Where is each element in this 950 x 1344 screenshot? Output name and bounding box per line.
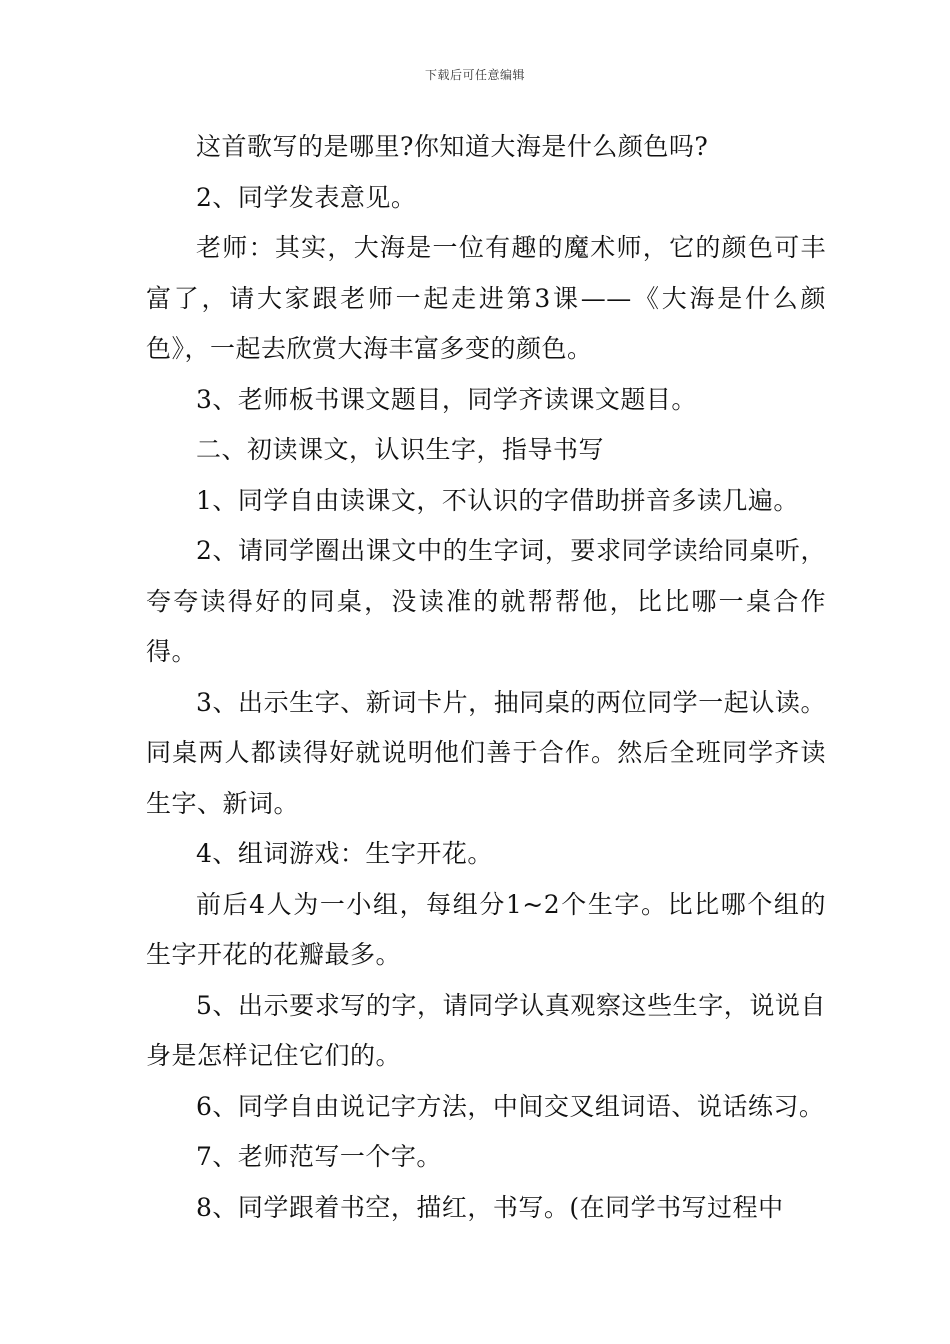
page-header-note: 下载后可任意编辑 — [424, 68, 525, 82]
paragraph: 前后4人为一小组，每组分1~2个生字。比比哪个组的生字开花的花瓣最多。 — [146, 889, 826, 969]
paragraph: 5、出示要求写的字，请同学认真观察这些生字，说说自身是怎样记住它们的。 — [146, 990, 826, 1070]
paragraph: 这首歌写的是哪里?你知道大海是什么颜色吗? — [196, 132, 709, 161]
paragraph: 4、组词游戏：生字开花。 — [196, 839, 493, 868]
document-body — [146, 122, 826, 1233]
paragraph: 7、老师范写一个字。 — [196, 1142, 442, 1171]
paragraph: 老师：其实，大海是一位有趣的魔术师，它的颜色可丰富了，请大家跟老师一起走进第3课——《大海是什么颜色》，一起去欣赏大海丰富多变的颜色。 — [146, 233, 826, 363]
paragraph: 3、出示生字、新词卡片，抽同桌的两位同学一起认读。同桌两人都读得好就说明他们善于合作。然后全班同学齐读生字、新词。 — [146, 687, 826, 818]
paragraph: 2、同学发表意见。 — [196, 182, 417, 212]
paragraph: 3、老师板书课文题目，同学齐读课文题目。 — [196, 384, 697, 414]
paragraph: 8、同学跟着书空，描红，书写。(在同学书写过程中 — [196, 1192, 784, 1222]
paragraph: 6、同学自由说记字方法，中间交叉组词语、说话练习。 — [196, 1091, 825, 1121]
paragraph: 2、请同学圈出课文中的生字词，要求同学读给同桌听，夸夸读得好的同桌，没读准的就帮帮他，比比哪一桌合作得。 — [146, 536, 826, 666]
paragraph: 1、同学自由读课文，不认识的字借助拼音多读几遍。 — [196, 485, 799, 515]
section-heading: 二、初读课文，认识生字，指导书写 — [196, 435, 605, 464]
